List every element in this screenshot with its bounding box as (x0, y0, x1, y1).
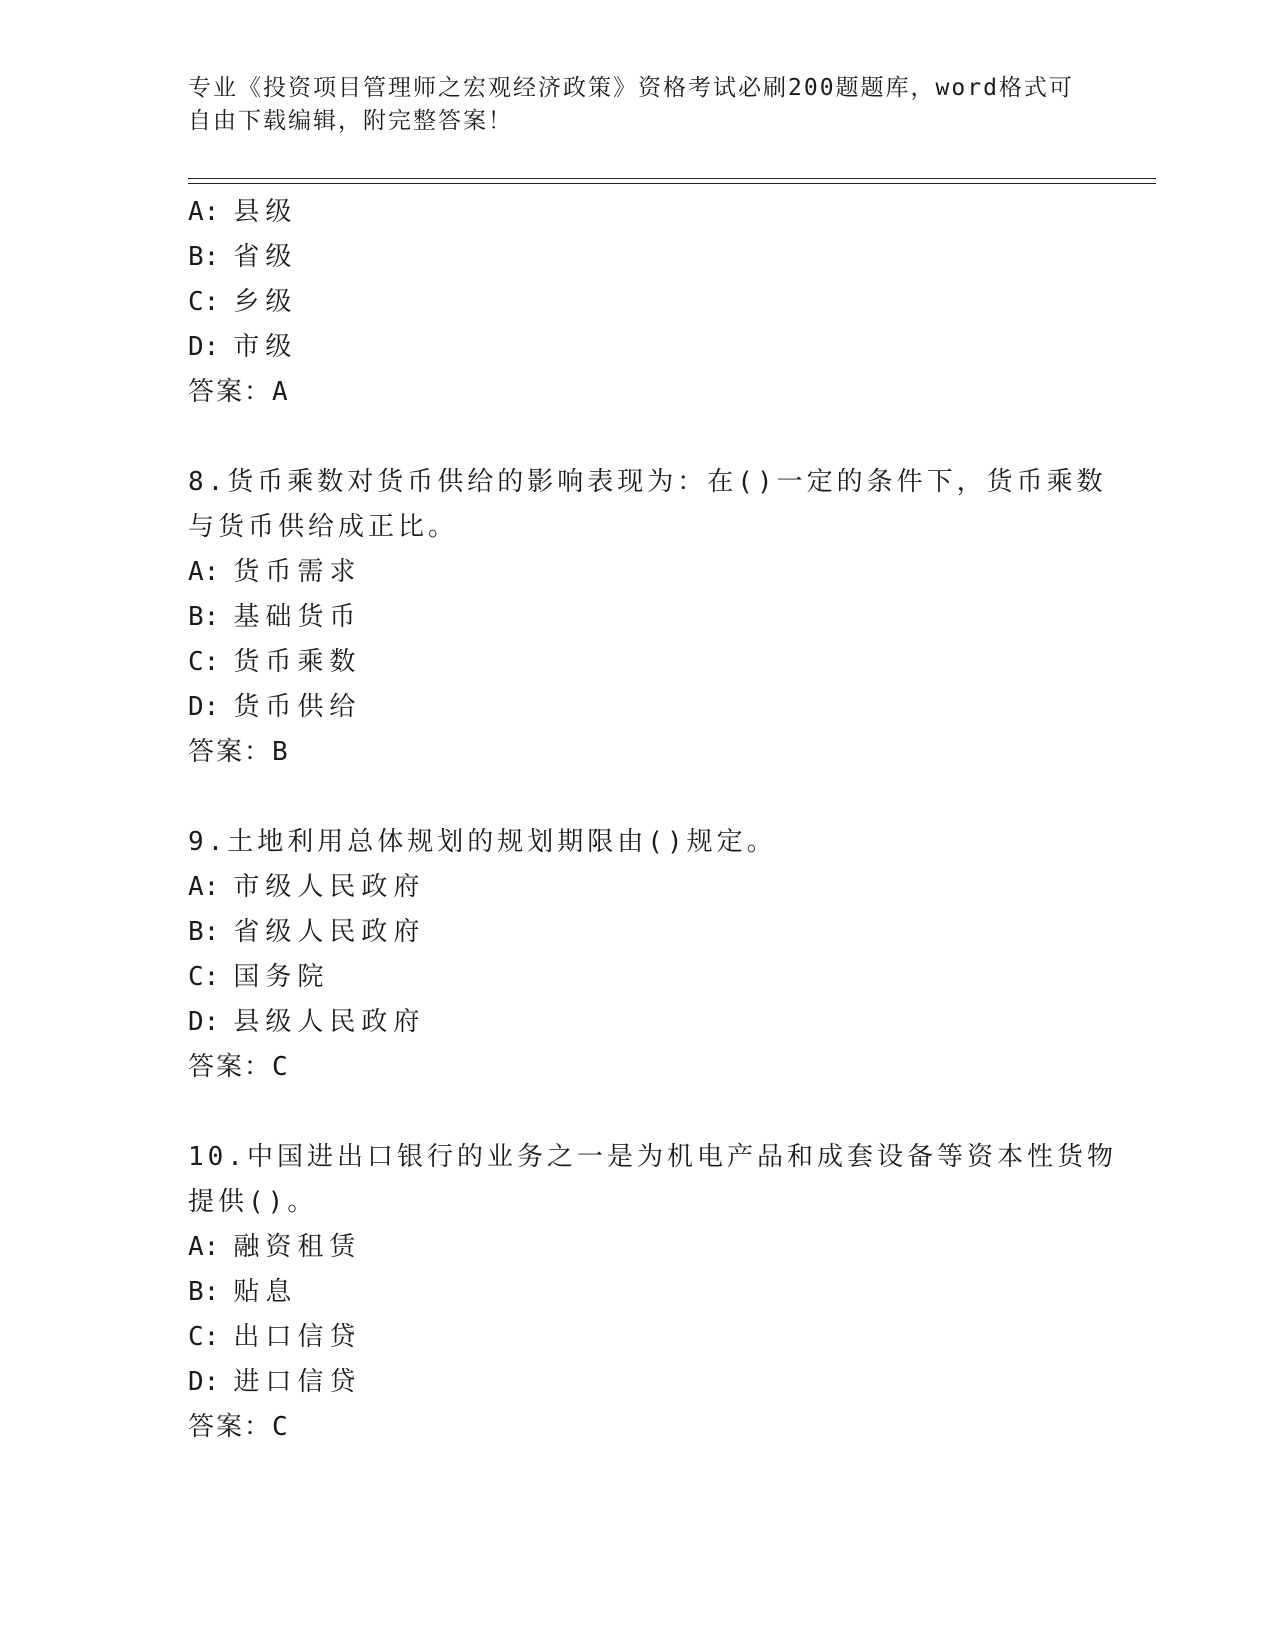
q8-stem-line-2: 与货币供给成正比。 (188, 512, 459, 542)
q8-option-d: D: 货币供给 (188, 692, 362, 722)
header-line-2: 自由下载编辑，附完整答案！ (188, 108, 513, 134)
q9-answer: 答案：C (188, 1052, 290, 1082)
q10-stem-line-1: 10.中国进出口银行的业务之一是为机电产品和成套设备等资本性货物 (188, 1142, 1117, 1172)
q9-stem-line-1: 9.土地利用总体规划的规划期限由()规定。 (188, 827, 777, 857)
q9-option-b: B: 省级人民政府 (188, 917, 426, 947)
q8-option-b: B: 基础货币 (188, 602, 362, 632)
q8-stem-line-1: 8.货币乘数对货币供给的影响表现为：在()一定的条件下，货币乘数 (188, 467, 1107, 497)
q10-option-c: C: 出口信贷 (188, 1322, 362, 1352)
document-header (188, 72, 1088, 138)
q7-option-b: B: 省级 (188, 242, 298, 272)
header-divider-bottom (188, 183, 1156, 184)
header-divider-top (188, 178, 1156, 179)
q10-option-d: D: 进口信贷 (188, 1367, 362, 1397)
q9-option-d: D: 县级人民政府 (188, 1007, 426, 1037)
q7-option-c: C: 乡级 (188, 287, 298, 317)
q7-answer: 答案：A (188, 377, 290, 407)
q10-option-b: B: 贴息 (188, 1277, 298, 1307)
q8-option-c: C: 货币乘数 (188, 647, 362, 677)
q7-option-d: D: 市级 (188, 332, 298, 362)
q9-option-a: A: 市级人民政府 (188, 872, 426, 902)
q7-option-a: A: 县级 (188, 197, 298, 227)
q10-stem-line-2: 提供()。 (188, 1187, 318, 1217)
q8-answer: 答案：B (188, 737, 290, 767)
q8-option-a: A: 货币需求 (188, 557, 362, 587)
q10-answer: 答案：C (188, 1412, 290, 1442)
q9-option-c: C: 国务院 (188, 962, 330, 992)
q10-option-a: A: 融资租赁 (188, 1232, 362, 1262)
header-line-1: 专业《投资项目管理师之宏观经济政策》资格考试必刷200题题库，word格式可 (188, 75, 1074, 101)
